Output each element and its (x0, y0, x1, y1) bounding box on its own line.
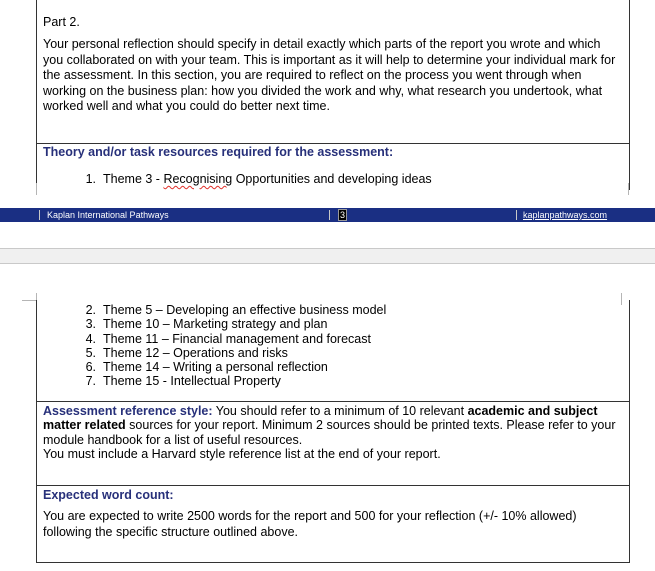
footer-divider (516, 210, 517, 220)
list-number: 4. (85, 331, 96, 346)
list-number: 2. (85, 303, 96, 317)
reference-text-continued: sources for your report. Minimum 2 sources should be printed texts. Please refer to your module handbook for a list of useful resources. (43, 418, 616, 447)
crop-mark (22, 300, 36, 301)
theme-list-item-1 (82, 172, 602, 188)
theme-prefix: Theme 3 - (103, 172, 164, 186)
harvard-note: You must include a Harvard style reference list at the end of your report. (43, 447, 441, 462)
crop-mark (36, 183, 37, 195)
list-number: 1. (85, 172, 96, 186)
word-count-heading: Expected word count: (43, 488, 174, 502)
table-divider (36, 485, 630, 486)
crop-mark (628, 183, 629, 195)
list-number: 5. (85, 345, 96, 360)
spellcheck-word: Recognising (163, 172, 233, 186)
footer-divider (39, 210, 40, 220)
theory-heading: Theory and/or task resources required for the assessment: (43, 145, 394, 159)
page-footer (0, 208, 655, 222)
theme-suffix: Opportunities and developing ideas (232, 172, 432, 186)
list-item-text: Theme 11 – Financial management and forecast (103, 331, 371, 346)
reflection-paragraph: Your personal reflection should specify in detail exactly which parts of the report you wrote and which you collaborated on with your team. This is important as it will help to determine your individual mark for the assessment. In this section, you are required to reflect on the process you went through when working on the business plan: how you divided the work and why, what research you undertook, what worked well and what you could do better next time. (43, 37, 616, 113)
list-item-text (103, 172, 432, 186)
list-item-text: Theme 12 – Operations and risks (103, 345, 288, 360)
list-number: 3. (85, 317, 96, 332)
footer-divider (329, 210, 330, 220)
reference-style-block (43, 404, 625, 462)
reference-bold-text: academic and subject matter related (43, 404, 598, 433)
part-label: Part 2. (43, 15, 80, 29)
list-item (82, 317, 602, 331)
theme-list (82, 303, 602, 389)
page-separator (0, 248, 655, 264)
list-item-text: Theme 15 - Intellectual Property (103, 374, 281, 389)
reference-text: You should refer to a minimum of 10 relevant (212, 404, 468, 418)
reference-heading: Assessment reference style: (43, 404, 213, 418)
footer-left-text: Kaplan International Pathways (47, 210, 169, 220)
word-count-text: You are expected to write 2500 words for the report and 500 for your reflection (+/- 10% allowed) following the specific structure outlined above. (43, 509, 577, 539)
list-number: 7. (85, 374, 96, 389)
list-item (82, 360, 602, 374)
list-item (82, 332, 602, 346)
table-divider (36, 143, 630, 144)
list-item-text: Theme 14 – Writing a personal reflection (103, 360, 328, 375)
list-item-text: Theme 10 – Marketing strategy and plan (103, 317, 328, 332)
list-number: 6. (85, 360, 96, 375)
footer-right-text: kaplanpathways.com (523, 210, 608, 220)
list-item-text: Theme 5 – Developing an effective business model (103, 303, 387, 317)
list-item (82, 346, 602, 360)
footer-page-number: 3 (340, 210, 346, 220)
table-divider (36, 401, 630, 402)
list-item (82, 374, 602, 388)
list-item (82, 303, 602, 317)
